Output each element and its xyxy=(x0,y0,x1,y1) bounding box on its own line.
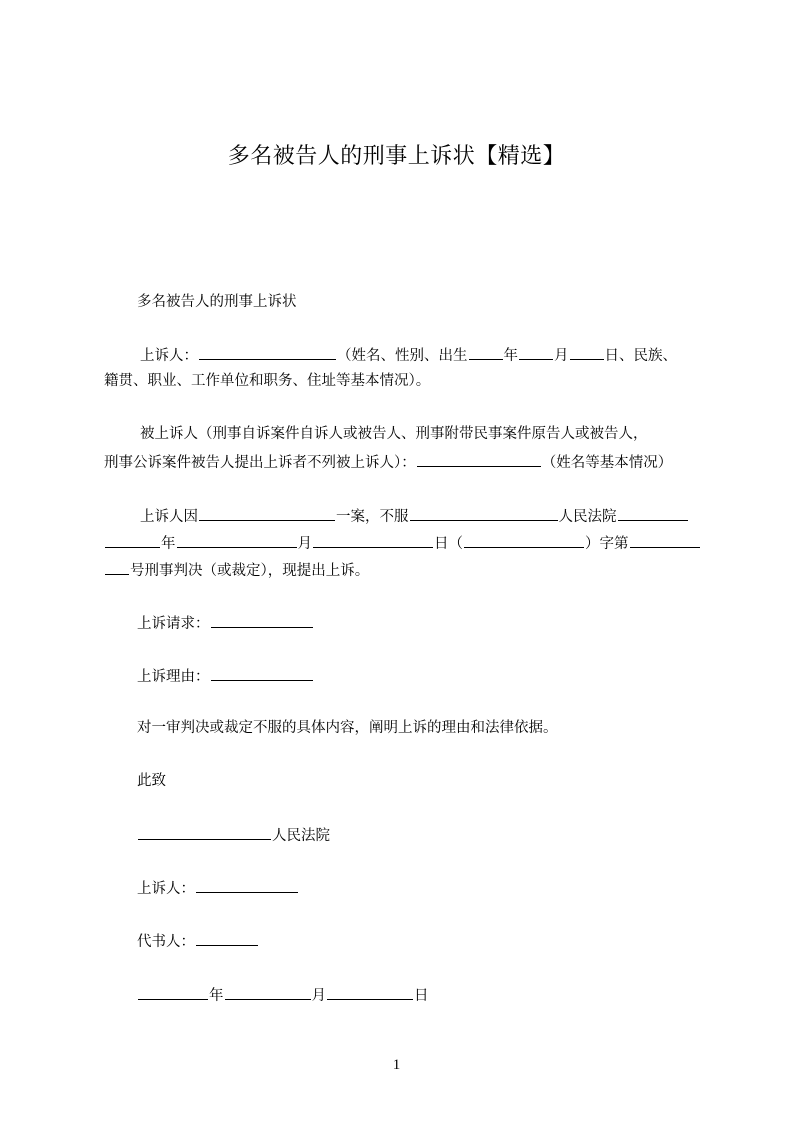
request-label: 上诉请求： xyxy=(137,616,210,632)
birth-year-blank[interactable] xyxy=(469,344,503,360)
reason-case-label: 一案，不服 xyxy=(336,509,409,525)
reason-line-1 xyxy=(140,505,689,527)
scribe-line xyxy=(137,930,259,952)
judgment-day-blank[interactable] xyxy=(313,532,433,548)
date-month-label: 月 xyxy=(311,988,326,1004)
appellee-prefix: 刑事公诉案件被告人提出上诉者不列被上诉人）： xyxy=(104,455,416,471)
date-month-blank[interactable] xyxy=(225,984,311,1000)
birth-year-label: 年 xyxy=(503,348,518,364)
reason-line-2 xyxy=(104,532,701,554)
grounds-explanation xyxy=(137,718,558,738)
birth-day-blank[interactable] xyxy=(570,344,604,360)
date-line xyxy=(137,984,429,1006)
reason-year-label: 年 xyxy=(161,536,176,552)
date-year-blank[interactable] xyxy=(138,984,208,1000)
grounds-blank[interactable] xyxy=(211,665,313,681)
appellant-name-blank[interactable] xyxy=(199,344,336,360)
addressee-court-blank[interactable] xyxy=(138,824,271,840)
salutation-line xyxy=(137,771,166,791)
court-code-blank[interactable] xyxy=(464,532,584,548)
date-year-label: 年 xyxy=(209,988,224,1004)
appellant-label: 上诉人： xyxy=(140,348,198,364)
birth-month-blank[interactable] xyxy=(519,344,553,360)
case-number-blank-a[interactable] xyxy=(630,532,700,548)
reason-line-3 xyxy=(104,559,369,581)
scribe-blank[interactable] xyxy=(196,930,258,946)
addressee-court-label: 人民法院 xyxy=(272,828,330,844)
appellant-info-text: 籍贯、职业、工作单位和职务、住址等基本情况）。 xyxy=(104,373,431,389)
appellant-line-2 xyxy=(104,371,430,391)
date-day-label: 日 xyxy=(414,988,429,1004)
reason-line-1-clip xyxy=(140,505,700,527)
appellee-suffix: （姓名等基本情况） xyxy=(541,455,673,471)
birth-day-ethnicity-label: 日、民族、 xyxy=(604,348,677,364)
reason-word-label: ）字第 xyxy=(585,536,629,552)
appellee-description: 被上诉人（刑事自诉案件自诉人或被告人、刑事附带民事案件原告人或被告人， xyxy=(140,426,648,442)
section-heading xyxy=(137,292,297,312)
request-line xyxy=(137,612,314,634)
page-number: 1 xyxy=(392,1057,401,1073)
reason-day-label: 日（ xyxy=(434,536,463,552)
case-name-blank[interactable] xyxy=(199,505,335,521)
case-number-blank-b[interactable] xyxy=(105,559,129,575)
appellant-info-open: （姓名、性别、出生 xyxy=(337,348,468,364)
document-title: 多名被告人的刑事上诉状【精选】 xyxy=(227,144,566,169)
signature-appellant-blank[interactable] xyxy=(196,877,298,893)
grounds-line xyxy=(137,665,314,687)
judgment-year-blank-a[interactable] xyxy=(618,505,688,521)
appellee-line-2-clip xyxy=(104,451,699,473)
reason-court-label: 人民法院 xyxy=(558,509,617,525)
signature-appellant-label: 上诉人： xyxy=(137,881,195,897)
judgment-year-blank-b[interactable] xyxy=(105,532,160,548)
reason-prefix: 上诉人因 xyxy=(140,509,198,525)
grounds-label: 上诉理由： xyxy=(137,669,210,685)
reason-month-label: 月 xyxy=(297,536,312,552)
reason-line-3-text: 号刑事判决（或裁定），现提出上诉。 xyxy=(130,563,370,579)
appellee-line-1 xyxy=(140,424,648,444)
date-day-blank[interactable] xyxy=(327,984,413,1000)
request-blank[interactable] xyxy=(211,612,313,628)
scribe-label: 代书人： xyxy=(137,934,195,950)
signature-appellant-line xyxy=(137,877,299,899)
birth-month-label: 月 xyxy=(554,348,569,364)
heading-text: 多名被告人的刑事上诉状 xyxy=(137,294,297,310)
grounds-text: 对一审判决或裁定不服的具体内容，阐明上诉的理由和法律依据。 xyxy=(137,720,558,736)
court-name-blank[interactable] xyxy=(410,505,558,521)
court-addressee-line xyxy=(137,824,330,846)
appellee-line-2 xyxy=(104,451,672,473)
salutation-text: 此致 xyxy=(137,773,166,789)
appellee-name-blank[interactable] xyxy=(417,451,541,467)
appellant-line-1 xyxy=(140,344,677,366)
judgment-month-blank[interactable] xyxy=(177,532,297,548)
